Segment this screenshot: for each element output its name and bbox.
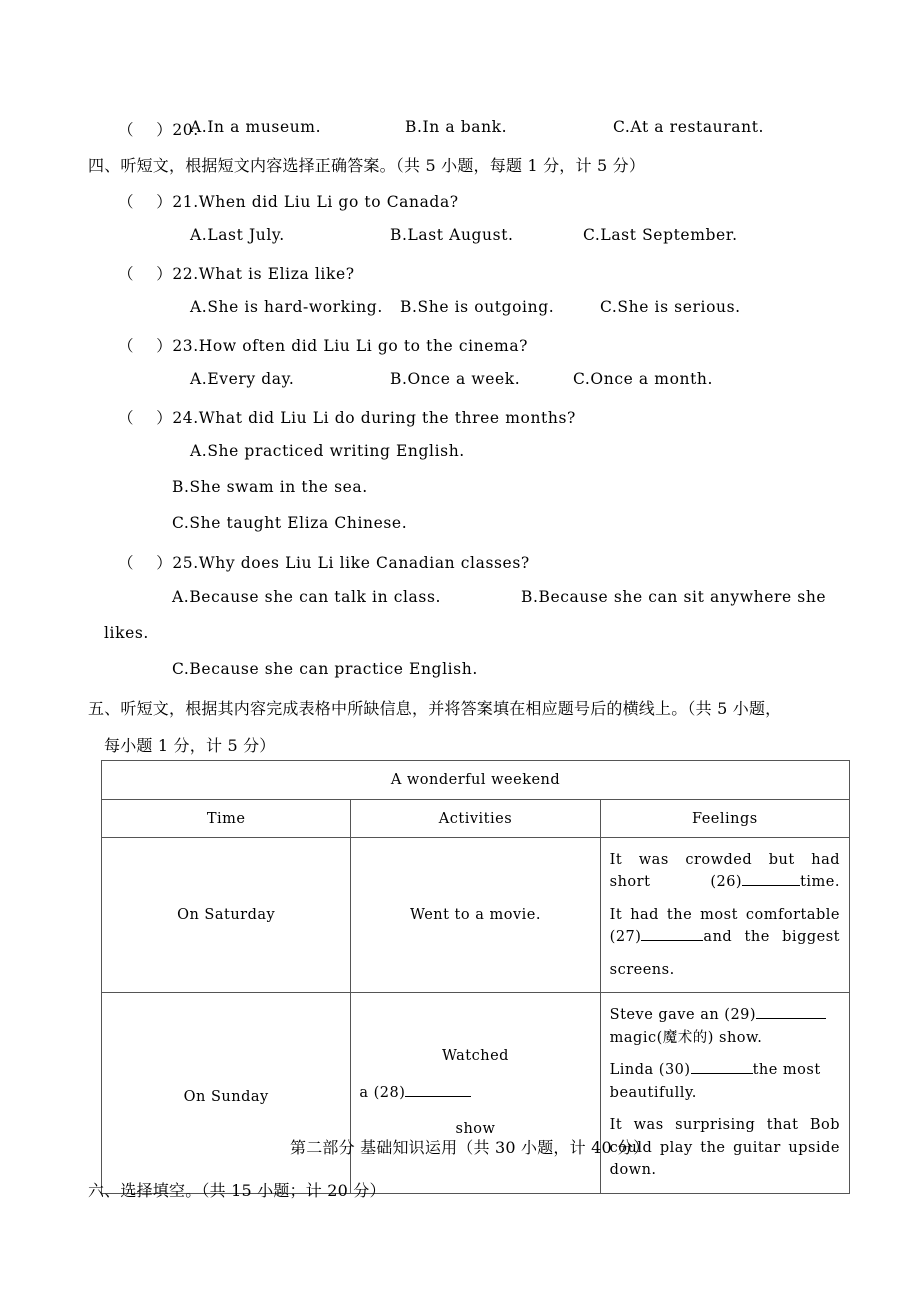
q23-number: 23. [172,337,199,355]
q22-stem: What is Eliza like? [198,265,355,283]
q22-option-c: C.She is serious. [600,298,741,316]
q22-marker: （ ） [118,265,173,283]
question-20-line [118,118,199,140]
saturday-feeling-line-3: screens. [609,961,675,978]
sunday-activity-line-2 [351,1075,599,1112]
q23-stem: How often did Liu Li go to the cinema? [198,337,529,355]
q24-option-b: B.She swam in the sea. [172,478,368,496]
sunday-activity-line-3: show [455,1121,496,1138]
q25-option-b: B.Because she can sit anywhere she [521,588,827,606]
q21-option-a: A.Last July. [190,226,285,244]
q25-marker: （ ） [118,554,173,572]
column-header-activities: Activities [351,800,600,838]
saturday-activities: Went to a movie. [351,838,600,993]
q22-option-b: B.She is outgoing. [400,298,555,316]
q24-marker: （ ） [118,409,173,427]
q20-number: 20. [172,121,199,139]
q21-stem: When did Liu Li go to Canada? [198,193,459,211]
feeling-text-post: magic(魔术的) show. [609,1029,763,1046]
saturday-time: On Saturday [102,838,351,993]
q23-option-a: A.Every day. [190,370,295,388]
blank-27[interactable] [641,940,703,941]
q22-option-a: A.She is hard-working. [190,298,383,316]
q21-option-c: C.Last September. [583,226,738,244]
q20-option-c: C.At a restaurant. [613,118,765,136]
blank-30[interactable] [691,1073,753,1074]
blank-29[interactable] [756,1018,826,1019]
feeling-text-post: time. [800,874,840,891]
q24-option-c: C.She taught Eliza Chinese. [172,514,408,532]
table-title: A wonderful weekend [102,761,850,800]
q22-number: 22. [172,265,199,283]
blank-28[interactable] [405,1096,471,1097]
question-23-line [118,334,528,356]
question-24-line [118,406,576,428]
table-row-sunday [102,993,850,1193]
table-row-saturday [102,838,850,993]
q23-option-b: B.Once a week. [390,370,521,388]
saturday-feeling-line-2 [610,899,840,954]
section-six-heading: 六、选择填空。（共 15 小题；计 20 分） [88,1181,386,1200]
sunday-time: On Sunday [183,1089,269,1106]
q24-stem: What did Liu Li do during the three months? [198,409,576,427]
q24-option-a: A.She practiced writing English. [190,442,465,460]
feeling-text: It had the most comfortable (27) [609,906,840,946]
section-five-heading-line2: 每小题 1 分，计 5 分） [104,736,276,755]
q25-option-c: C.Because she can practice English. [172,660,478,678]
saturday-feeling-line-1 [610,844,840,899]
q20-option-a: A.In a museum. [190,118,322,136]
q21-marker: （ ） [118,193,173,211]
q24-number: 24. [172,409,199,427]
sunday-feeling-line-3: It was surprising that Bob could play the guitar upside down. [609,1117,840,1179]
saturday-feelings [600,838,849,993]
q20-marker: （ ） [118,121,173,139]
sunday-activities-cell [351,993,600,1193]
feeling-text-post: the most beautifully. [609,1062,821,1101]
q25-option-a: A.Because she can talk in class. [172,588,442,606]
feeling-text: It was crowded but had short (26) [609,852,840,891]
feeling-text: Steve gave an (29) [609,1007,757,1024]
q23-option-c: C.Once a month. [573,370,714,388]
column-header-time: Time [102,800,351,838]
sunday-feeling-line-1 [610,999,840,1054]
section-four-heading: 四、听短文，根据短文内容选择正确答案。（共 5 小题，每题 1 分，计 5 分） [88,156,646,175]
q21-option-b: B.Last August. [390,226,514,244]
column-header-feelings: Feelings [600,800,849,838]
q21-number: 21. [172,193,199,211]
question-25-line [118,551,530,573]
section-five-heading-line1: 五、听短文，根据其内容完成表格中所缺信息，并将答案填在相应题号后的横线上。（共 5 小题， [88,699,782,718]
question-21-line [118,190,459,212]
weekend-table [101,760,850,1194]
feeling-text: Linda (30) [609,1062,691,1079]
q20-option-b: B.In a bank. [405,118,508,136]
table-header-row [102,800,850,838]
question-22-line [118,262,355,284]
sunday-activity-line-1: Watched [442,1047,509,1064]
q23-marker: （ ） [118,337,173,355]
blank-26[interactable] [742,885,800,886]
activity-text: a (28) [359,1084,406,1101]
sunday-feelings [600,993,849,1193]
sunday-time-cell [102,993,351,1193]
sunday-feeling-line-2 [610,1054,840,1109]
q25-option-b-wrap: likes. [104,624,149,642]
part-two-heading: 第二部分 基础知识运用（共 30 小题，计 40 分） [290,1138,650,1157]
table-title-row [102,761,850,800]
q25-stem: Why does Liu Li like Canadian classes? [198,554,530,572]
q25-number: 25. [172,554,199,572]
feeling-text-post: and the biggest [703,929,840,946]
